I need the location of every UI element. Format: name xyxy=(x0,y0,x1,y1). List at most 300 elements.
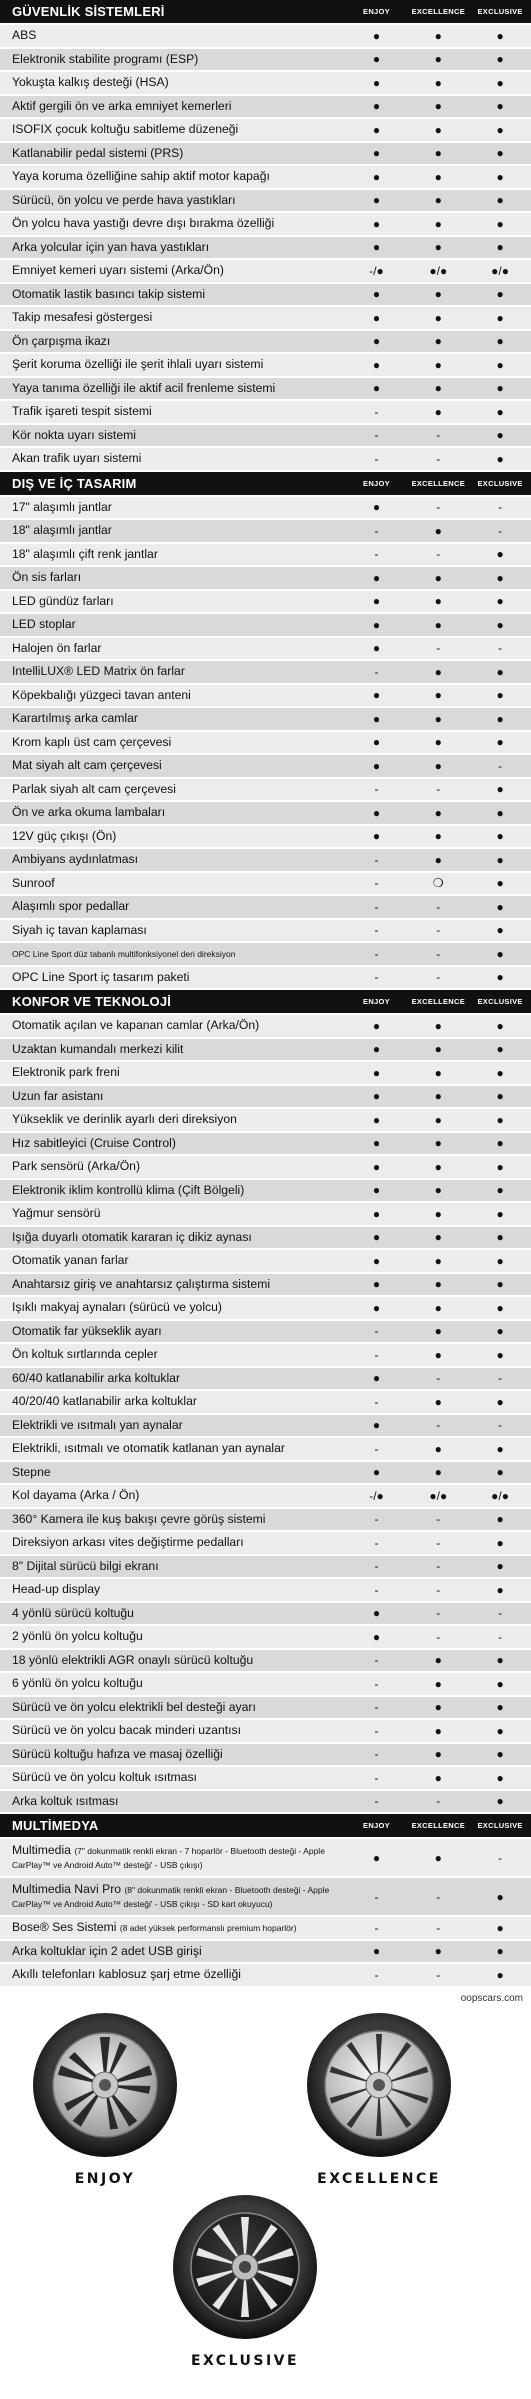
availability-mark: - xyxy=(436,1418,441,1433)
feature-name: 8" Dijital sürücü bilgi ekranı xyxy=(12,1558,159,1573)
availability-mark: ● xyxy=(496,1159,504,1174)
table-row xyxy=(0,166,531,190)
feature-cell xyxy=(0,548,346,561)
table-row xyxy=(0,567,531,591)
availability-mark: - xyxy=(436,1512,441,1527)
availability-mark: ● xyxy=(496,146,504,161)
feature-cell xyxy=(0,712,346,725)
availability-mark: ● xyxy=(434,52,442,67)
table-row xyxy=(0,1109,531,1133)
availability-mark: - xyxy=(374,946,379,961)
availability-mark: ● xyxy=(496,404,504,419)
availability-mark: - xyxy=(436,547,441,562)
table-row xyxy=(0,1015,531,1039)
feature-name: Elektrikli, ısıtmalı ve otomatik katlanan yan aynalar xyxy=(12,1441,285,1456)
availability-mark: - xyxy=(374,1347,379,1362)
availability-mark: ● xyxy=(496,570,504,585)
availability-mark: ● xyxy=(434,1441,442,1456)
availability-mark: - xyxy=(436,899,441,914)
feature-cell xyxy=(0,123,346,136)
availability-mark: ● xyxy=(372,334,381,349)
table-row xyxy=(0,143,531,167)
wheel-label: EXCELLENCE xyxy=(317,2171,441,2187)
availability-mark: ● xyxy=(434,1723,442,1738)
availability-mark: ● xyxy=(496,1300,504,1315)
availability-mark: ● xyxy=(496,1512,504,1527)
availability-mark: ● xyxy=(434,1850,442,1865)
table-row xyxy=(0,1438,531,1462)
availability-mark: ●/● xyxy=(429,263,448,278)
feature-name: 18" alaşımlı jantlar xyxy=(12,523,112,538)
availability-mark: ● xyxy=(496,1653,504,1668)
availability-mark: - xyxy=(374,782,379,797)
feature-cell xyxy=(0,405,346,418)
feature-name: Elektrikli ve ısıtmalı yan aynalar xyxy=(12,1417,183,1432)
feature-cell xyxy=(0,1630,346,1643)
availability-mark: ● xyxy=(496,1465,504,1480)
section-header xyxy=(0,990,531,1015)
availability-mark: ● xyxy=(496,899,504,914)
table-row xyxy=(0,1673,531,1697)
availability-mark: ● xyxy=(434,1253,442,1268)
availability-mark: - xyxy=(374,1535,379,1550)
availability-mark: ● xyxy=(372,1089,381,1104)
availability-mark: ● xyxy=(496,334,504,349)
availability-mark: ● xyxy=(496,169,504,184)
availability-mark: ● xyxy=(434,1230,442,1245)
feature-cell xyxy=(0,1560,346,1573)
column-header: ENJOY xyxy=(363,997,390,1006)
availability-mark: ● xyxy=(496,1112,504,1127)
feature-name: Uzun far asistanı xyxy=(12,1088,104,1103)
availability-mark: - xyxy=(436,1967,441,1982)
availability-mark: ● xyxy=(434,758,442,773)
feature-name: Hız sabitleyici (Cruise Control) xyxy=(12,1135,176,1150)
feature-name: OPC Line Sport düz tabanlı multifonksiyonel deri direksiyon xyxy=(12,948,236,959)
availability-mark: ● xyxy=(496,1183,504,1198)
feature-cell xyxy=(0,1348,346,1361)
availability-mark: ● xyxy=(434,829,442,844)
availability-mark: ● xyxy=(496,1206,504,1221)
availability-mark: ● xyxy=(496,1700,504,1715)
feature-cell xyxy=(0,571,346,584)
feature-cell xyxy=(0,1442,346,1455)
table-row xyxy=(0,378,531,402)
availability-mark: ● xyxy=(496,1065,504,1080)
feature-cell xyxy=(0,1748,346,1761)
availability-mark: ● xyxy=(434,617,442,632)
availability-mark: ● xyxy=(372,688,381,703)
availability-mark: - xyxy=(374,923,379,938)
feature-name: 18" alaşımlı çift renk jantlar xyxy=(12,546,158,561)
availability-mark: - xyxy=(374,1794,379,1809)
table-row xyxy=(0,1626,531,1650)
availability-mark: - xyxy=(436,451,441,466)
availability-mark: ● xyxy=(496,287,504,302)
feature-cell xyxy=(0,1231,346,1244)
column-header: ENJOY xyxy=(363,1821,390,1830)
feature-cell xyxy=(0,358,346,371)
availability-mark: ● xyxy=(496,829,504,844)
feature-name: 6 yönlü ön yolcu koltuğu xyxy=(12,1676,143,1691)
table-row xyxy=(0,1250,531,1274)
feature-name: ABS xyxy=(12,28,37,43)
availability-mark: - xyxy=(374,899,379,914)
availability-mark: ● xyxy=(434,1112,442,1127)
site-label: oopscars.com xyxy=(460,1993,523,2004)
availability-mark: ● xyxy=(496,1967,504,1982)
availability-mark: ● xyxy=(372,735,381,750)
table-row xyxy=(0,614,531,638)
availability-mark: ● xyxy=(496,1136,504,1151)
availability-mark: - xyxy=(374,1676,379,1691)
column-header: ENJOY xyxy=(363,7,390,16)
feature-cell xyxy=(0,264,346,277)
table-row xyxy=(0,1086,531,1110)
availability-mark: ● xyxy=(496,1230,504,1245)
availability-mark: ● xyxy=(496,1723,504,1738)
availability-mark: - xyxy=(436,1371,441,1386)
feature-name: LED gündüz farları xyxy=(12,593,114,608)
table-row xyxy=(0,497,531,521)
availability-mark: - xyxy=(374,1770,379,1785)
feature-cell xyxy=(0,1771,346,1784)
feature-cell xyxy=(0,524,346,537)
availability-mark: ● xyxy=(434,523,442,538)
feature-name: Direksiyon arkası vites değiştirme pedalları xyxy=(12,1535,244,1550)
availability-mark: ● xyxy=(372,500,381,515)
feature-name: Sürücü ve ön yolcu koltuk ısıtması xyxy=(12,1770,197,1785)
availability-mark: ● xyxy=(434,28,442,43)
availability-mark: ● xyxy=(496,1920,504,1935)
feature-cell xyxy=(0,1160,346,1173)
availability-mark: - xyxy=(374,451,379,466)
availability-mark: ● xyxy=(434,1136,442,1151)
availability-mark: - xyxy=(498,1606,503,1621)
availability-mark: ● xyxy=(372,240,381,255)
feature-name: Sürücü ve ön yolcu elektrikli bel desteği ayarı xyxy=(12,1699,256,1714)
table-row xyxy=(0,1485,531,1509)
table-row xyxy=(0,1133,531,1157)
availability-mark: - xyxy=(436,923,441,938)
availability-mark: ● xyxy=(372,805,381,820)
availability-mark: ● xyxy=(496,1347,504,1362)
feature-cell xyxy=(0,1301,346,1314)
availability-mark: ● xyxy=(372,381,381,396)
availability-mark: - xyxy=(436,1794,441,1809)
availability-mark: ● xyxy=(496,547,504,562)
availability-mark: ● xyxy=(496,240,504,255)
table-row xyxy=(0,190,531,214)
feature-cell xyxy=(0,76,346,89)
availability-mark: ● xyxy=(372,711,381,726)
table-row xyxy=(0,1062,531,1086)
table-row xyxy=(0,1964,531,1988)
feature-cell xyxy=(0,1654,346,1667)
availability-mark: ● xyxy=(434,146,442,161)
availability-mark: ● xyxy=(434,1183,442,1198)
table-row xyxy=(0,1297,531,1321)
availability-mark: ● xyxy=(496,1018,504,1033)
column-header: ENJOY xyxy=(363,478,390,488)
table-row xyxy=(0,685,531,709)
availability-mark: ● xyxy=(496,1394,504,1409)
table-row xyxy=(0,213,531,237)
table-row xyxy=(0,826,531,850)
feature-cell xyxy=(0,1513,346,1526)
availability-mark: - xyxy=(436,1606,441,1621)
availability-mark: ●/● xyxy=(491,1488,510,1503)
feature-cell xyxy=(0,1466,346,1479)
table-row xyxy=(0,1180,531,1204)
table-row xyxy=(0,638,531,662)
availability-mark: ● xyxy=(496,28,504,43)
section-title: MULTİMEDYA xyxy=(12,1818,99,1833)
availability-mark: - xyxy=(374,1324,379,1339)
availability-mark: ● xyxy=(434,1206,442,1221)
table-row xyxy=(0,1878,531,1917)
availability-mark: ● xyxy=(372,617,381,632)
table-row xyxy=(0,1391,531,1415)
feature-name: Siyah iç tavan kaplaması xyxy=(12,922,147,937)
availability-mark: - xyxy=(498,758,503,773)
availability-mark: - xyxy=(374,1700,379,1715)
feature-name: 2 yönlü ön yolcu koltuğu xyxy=(12,1629,143,1644)
availability-mark: - xyxy=(436,782,441,797)
availability-mark: ● xyxy=(434,1018,442,1033)
availability-mark: ● xyxy=(434,1324,442,1339)
availability-mark: ● xyxy=(434,852,442,867)
feature-name: Krom kaplı üst cam çerçevesi xyxy=(12,734,172,749)
availability-mark: - xyxy=(374,876,379,891)
feature-cell xyxy=(0,877,346,890)
availability-mark: ● xyxy=(496,664,504,679)
feature-cell xyxy=(0,971,346,984)
availability-mark: ● xyxy=(496,1889,504,1904)
column-header: EXCELLENCE xyxy=(411,7,466,16)
feature-name: Yükseklik ve derinlik ayarlı deri direksiyon xyxy=(12,1112,237,1127)
availability-mark: ● xyxy=(434,1277,442,1292)
availability-mark: - xyxy=(374,1582,379,1597)
feature-detail: (8" dokunmatik renkli ekran - Bluetooth desteği - Apple CarPlay™ ve Android Auto™ desteği' - USB çıkışı - SD kart okuyucu) xyxy=(12,1884,330,1909)
feature-cell xyxy=(0,1677,346,1690)
table-row xyxy=(0,49,531,73)
availability-mark: ● xyxy=(496,782,504,797)
availability-mark: ● xyxy=(372,1183,381,1198)
availability-mark: - xyxy=(498,500,503,515)
availability-mark: ● xyxy=(496,970,504,985)
feature-cell xyxy=(0,830,346,843)
feature-name: Yaya koruma özelliğine sahip aktif motor kapağı xyxy=(12,169,270,184)
feature-cell xyxy=(0,100,346,113)
feature-name: Ön çarpışma ikazı xyxy=(12,333,111,348)
wheel-excellence xyxy=(294,2010,464,2187)
availability-mark: - xyxy=(374,1512,379,1527)
availability-mark: - xyxy=(436,428,441,443)
feature-name: Kol dayama (Arka / Ön) xyxy=(12,1488,140,1503)
table-row xyxy=(0,896,531,920)
table-row xyxy=(0,1839,531,1878)
wheel-label: EXCLUSIVE xyxy=(190,2353,300,2369)
availability-mark: - xyxy=(436,1535,441,1550)
availability-mark: ● xyxy=(496,1747,504,1762)
column-header: EXCELLENCE xyxy=(411,1821,466,1830)
availability-mark: ● xyxy=(434,404,442,419)
availability-mark: ● xyxy=(496,1559,504,1574)
feature-cell xyxy=(0,759,346,772)
column-header: EXCLUSIVE xyxy=(477,7,523,16)
table-row xyxy=(0,1941,531,1965)
availability-mark: - xyxy=(374,664,379,679)
table-row xyxy=(0,448,531,472)
feature-cell xyxy=(0,288,346,301)
availability-mark: - xyxy=(436,970,441,985)
table-row xyxy=(0,1579,531,1603)
table-row xyxy=(0,354,531,378)
availability-mark: - xyxy=(498,1371,503,1386)
feature-name: Yaya tanıma özelliği ile aktif acil frenleme sistemi xyxy=(12,380,276,395)
feature-cell xyxy=(0,618,346,631)
availability-mark: ● xyxy=(372,169,381,184)
feature-name: ISOFIX çocuk koltuğu sabitleme düzeneği xyxy=(12,122,239,137)
feature-cell xyxy=(0,217,346,230)
availability-mark: ● xyxy=(372,1606,381,1621)
table-row xyxy=(0,520,531,544)
availability-mark: ● xyxy=(434,805,442,820)
availability-mark: ● xyxy=(496,1324,504,1339)
availability-mark: ● xyxy=(372,1418,381,1433)
table-row xyxy=(0,802,531,826)
feature-name: Sürücü, ön yolcu ve perde hava yastıkları xyxy=(12,192,236,207)
availability-mark: ● xyxy=(372,99,381,114)
feature-cell xyxy=(0,1137,346,1150)
availability-mark: ● xyxy=(496,1253,504,1268)
availability-mark: ● xyxy=(496,99,504,114)
feature-name: 360° Kamera ile kuş bakışı çevre görüş sistemi xyxy=(12,1511,266,1526)
table-row xyxy=(0,1720,531,1744)
table-row xyxy=(0,1321,531,1345)
feature-cell xyxy=(0,1372,346,1385)
availability-mark: ● xyxy=(372,52,381,67)
feature-cell xyxy=(0,665,346,678)
table-row xyxy=(0,1368,531,1392)
section-header xyxy=(0,0,531,25)
feature-name: Otomatik lastik basıncı takip sistemi xyxy=(12,286,206,301)
table-row xyxy=(0,1603,531,1627)
table-row xyxy=(0,119,531,143)
availability-mark: ● xyxy=(434,570,442,585)
availability-mark: ● xyxy=(372,758,381,773)
feature-name: Işığa duyarlı otomatik kararan iç dikiz aynası xyxy=(12,1229,252,1244)
table-row xyxy=(0,779,531,803)
availability-mark: - xyxy=(498,1850,503,1865)
feature-name: Yağmur sensörü xyxy=(12,1206,101,1221)
availability-mark: ● xyxy=(496,1042,504,1057)
availability-mark: ● xyxy=(372,570,381,585)
availability-mark: ● xyxy=(372,216,381,231)
availability-mark: ● xyxy=(496,688,504,703)
table-row xyxy=(0,1462,531,1486)
availability-mark: ● xyxy=(434,1944,442,1959)
table-row xyxy=(0,72,531,96)
wheel-exclusive-image xyxy=(170,2192,320,2342)
feature-cell xyxy=(0,1278,346,1291)
availability-mark: - xyxy=(374,1747,379,1762)
column-header: EXCLUSIVE xyxy=(477,478,523,488)
feature-name: Bose® Ses Sistemi xyxy=(12,1919,117,1934)
availability-mark: ● xyxy=(434,334,442,349)
availability-mark: - xyxy=(374,1441,379,1456)
availability-mark: ● xyxy=(372,1159,381,1174)
feature-name: OPC Line Sport iç tasarım paketi xyxy=(12,969,190,984)
table-row xyxy=(0,307,531,331)
wheel-enjoy-image xyxy=(30,2010,180,2160)
feature-name: Köpekbalığı yüzgeci tavan anteni xyxy=(12,687,191,702)
availability-mark: ● xyxy=(496,1089,504,1104)
availability-mark: ● xyxy=(372,829,381,844)
feature-cell xyxy=(0,853,346,866)
availability-mark: - xyxy=(436,500,441,515)
feature-name: Anahtarsız giriş ve anahtarsız çalıştırma sistemi xyxy=(12,1276,271,1291)
availability-mark: ● xyxy=(434,169,442,184)
availability-mark: - xyxy=(436,1920,441,1935)
availability-mark: ● xyxy=(496,1277,504,1292)
availability-mark: ● xyxy=(372,1206,381,1221)
availability-mark: - xyxy=(374,1967,379,1982)
feature-cell xyxy=(0,642,346,655)
availability-mark: ● xyxy=(372,146,381,161)
availability-mark: - xyxy=(374,404,379,419)
availability-mark: ● xyxy=(372,594,381,609)
table-row xyxy=(0,401,531,425)
availability-mark: ● xyxy=(434,287,442,302)
table-row xyxy=(0,25,531,49)
availability-mark: ● xyxy=(434,711,442,726)
availability-mark: ● xyxy=(496,52,504,67)
availability-mark: ● xyxy=(372,310,381,325)
availability-mark: - xyxy=(436,1629,441,1644)
availability-mark: ● xyxy=(496,75,504,90)
availability-mark: - xyxy=(374,1394,379,1409)
availability-mark: ● xyxy=(496,876,504,891)
availability-mark: ● xyxy=(372,1018,381,1033)
availability-mark: ● xyxy=(496,735,504,750)
feature-cell xyxy=(0,194,346,207)
feature-name: Multimedia Navi Pro xyxy=(12,1881,122,1896)
availability-mark: ● xyxy=(434,1700,442,1715)
availability-mark: ● xyxy=(496,852,504,867)
availability-mark: ● xyxy=(496,805,504,820)
table-row xyxy=(0,96,531,120)
feature-name: Karartılmış arka camlar xyxy=(12,711,138,726)
availability-mark: ● xyxy=(434,1347,442,1362)
feature-name: Elektronik stabilite programı (ESP) xyxy=(12,51,199,66)
table-row xyxy=(0,260,531,284)
feature-name: Akıllı telefonları kablosuz şarj etme özelliği xyxy=(12,1967,241,1982)
feature-name: Sürücü koltuğu hafıza ve masaj özelliği xyxy=(12,1746,223,1761)
feature-cell xyxy=(0,1325,346,1338)
feature-name: Kör nokta uyarı sistemi xyxy=(12,427,136,442)
availability-mark: ● xyxy=(434,664,442,679)
feature-name: Mat siyah alt cam çerçevesi xyxy=(12,758,162,773)
column-header: EXCLUSIVE xyxy=(477,1821,523,1830)
availability-mark: ●/● xyxy=(491,263,510,278)
feature-name: Elektronik iklim kontrollü klima (Çift Bölgeli) xyxy=(12,1182,245,1197)
table-row xyxy=(0,284,531,308)
availability-mark: -/● xyxy=(369,1488,384,1503)
feature-cell xyxy=(0,947,346,961)
availability-mark: ● xyxy=(434,1653,442,1668)
